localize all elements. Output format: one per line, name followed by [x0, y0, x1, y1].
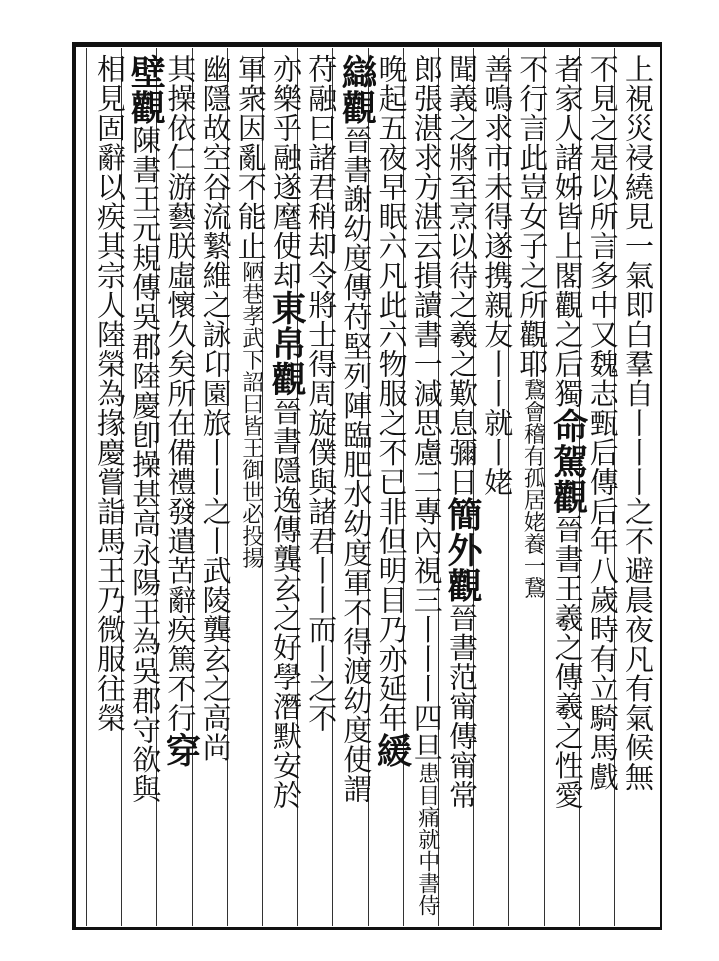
body-text: 善鳴求市未得遂携親友丨丨就丨姥 — [480, 54, 515, 497]
body-text: 上視災祲繞見一氣即白羣自丨丨丨之不避晨夜凡有氣候無 — [621, 54, 655, 792]
entry-heading: 東帛觀 — [266, 290, 307, 397]
entry-heading: 命駕觀 — [547, 408, 589, 515]
annotation-text: 鵞會稽有孤居姥養一鵞 — [520, 378, 546, 599]
entry-heading: 䜌觀 — [336, 54, 378, 125]
body-text: 聞義之將至烹以待之羲之歎息彌日 — [445, 54, 479, 497]
body-text: 其操依仁游藝朕虛懷久矣所在備禮發遣苦辭疾篤不行 — [163, 54, 198, 733]
body-text: 晉書范甯傳甯常 — [445, 603, 479, 810]
body-text: 陳書王元規傳吳郡陸慶卽操甚高永陽王為吳郡守欲與 — [128, 125, 163, 804]
body-text: 不行言此豈女子之所觀耶 — [515, 54, 550, 379]
body-text: 苻融曰諸君稍却令將士得周旋僕與諸君丨丨而丨之不 — [304, 54, 339, 733]
entry-heading: 壁觀 — [125, 54, 167, 125]
body-text: 晉書王羲之傳羲之性愛 — [550, 514, 585, 810]
body-text: 晉書謝幼度傳苻堅列陣臨肥水幼度軍不得渡幼度使謂 — [339, 125, 374, 804]
body-text: 不見之是以所言多中又魏志甄后傳后年八歲時有立騎馬戲 — [585, 54, 620, 792]
entry-heading: 穿 — [160, 732, 202, 768]
annotation-text: 陋巷孝武下詔曰皆王御世必投揚 — [238, 260, 264, 569]
body-text: 者家人諸姊皆上閣觀之后獨 — [550, 54, 585, 408]
body-text: 亦樂乎融遂麾使却 — [269, 54, 303, 290]
annotation-text: 患目痛就中書侍 — [414, 762, 440, 916]
body-text: 軍衆因亂不能止 — [233, 54, 268, 261]
entry-heading: 緩 — [371, 732, 413, 768]
body-text: 晚起五夜早眠六凡此六物服之不已非但明目乃亦延年 — [374, 54, 409, 733]
body-text: 幽隱故空谷流縶維之詠卬園旅丨丨之丨武陵龔玄之高尚 — [198, 54, 233, 762]
text-column — [88, 54, 132, 922]
body-text: 晉書隱逸傳龔玄之好學潛默安於 — [269, 396, 303, 810]
entry-heading: 簡外觀 — [442, 496, 483, 603]
column-rule — [86, 48, 87, 926]
body-text: 郎張湛求方湛云損讀書一減思慮二專內視三丨丨丨四旦 — [409, 54, 444, 762]
body-text: 相見固辭以疾其宗人陸榮為掾慶嘗詣馬王乃微服往榮 — [93, 54, 127, 733]
